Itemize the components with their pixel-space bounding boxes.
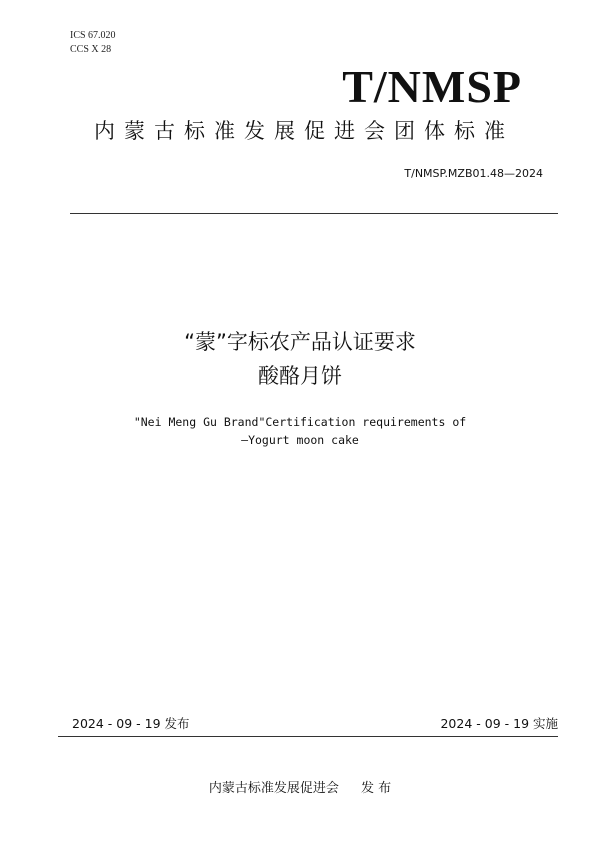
standard-brand-code: T/NMSP — [342, 61, 522, 112]
standard-number: T/NMSP.MZB01.48—2024 — [404, 167, 543, 180]
title-en-line1: "Nei Meng Gu Brand"Certification requirements of — [133, 415, 467, 429]
organization-standard-title: 内蒙古标准发展促进会团体标准 — [94, 119, 514, 143]
release-date: 2024 - 09 - 19 发布 — [72, 716, 190, 731]
classification-codes — [70, 29, 116, 57]
title-en-line2: —Yogurt moon cake — [241, 433, 359, 447]
header-divider — [70, 213, 558, 214]
title-cn-line1: “蒙”字标农产品认证要求 — [184, 330, 416, 354]
implementation-date: 2024 - 09 - 19 实施 — [440, 716, 558, 731]
issuer-name: 内蒙古标准发展促进会 — [208, 781, 339, 796]
issuer-action: 发 布 — [360, 781, 392, 796]
footer-divider — [58, 736, 558, 737]
issuer-line — [0, 777, 600, 796]
ccs-code: CCS X 28 — [70, 44, 112, 55]
ics-code: ICS 67.020 — [70, 30, 116, 41]
title-cn-line2: 酸酪月饼 — [258, 364, 342, 388]
